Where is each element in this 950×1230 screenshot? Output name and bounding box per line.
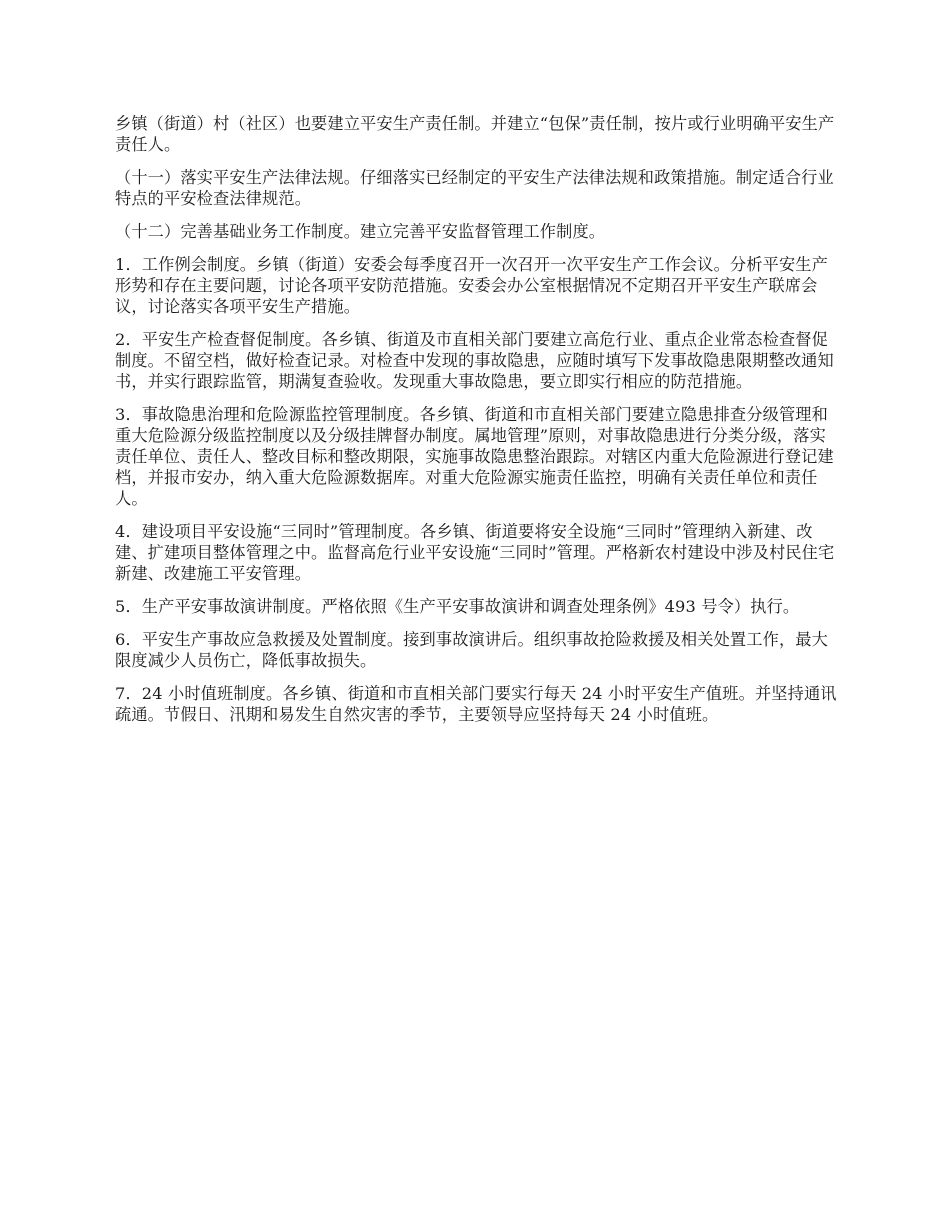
- paragraph: （十一）落实平安生产法律法规。仔细落实已经制定的平安生产法律法规和政策措施。制定适合行业特点的平安检查法律规范。: [115, 168, 834, 208]
- paragraph: 3．事故隐患治理和危险源监控管理制度。各乡镇、街道和市直相关部门要建立隐患排查分级管理和重大危险源分级监控制度以及分级挂牌督办制度。属地管理”原则，对事故隐患进行分类分级，落实责任单位、责任人、整改目标和整改期限，实施事故隐患整治跟踪。对辖区内重大危险源进行登记建档，并报市安办，纳入重大危险源数据库。对重大危险源实施责任监控，明确有关责任单位和责任人。: [115, 405, 834, 508]
- paragraph: 1．工作例会制度。乡镇（街道）安委会每季度召开一次召开一次平安生产工作会议。分析平安生产形势和存在主要问题，讨论各项平安防范措施。安委会办公室根据情况不定期召开平安生产联席会议，讨论落实各项平安生产措施。: [115, 255, 828, 316]
- paragraph: 乡镇（街道）村（社区）也要建立平安生产责任制。并建立“包保”责任制，按片或行业明确平安生产责任人。: [115, 114, 835, 154]
- paragraph: 5．生产平安事故演讲制度。严格依照《生产平安事故演讲和调查处理条例》493 号令）执行。: [115, 597, 800, 616]
- paragraph: 7．24 小时值班制度。各乡镇、街道和市直相关部门要实行每天 24 小时平安生产值班。并坚持通讯疏通。节假日、汛期和易发生自然灾害的季节，主要领导应坚持每天 24 小时值班。: [115, 684, 837, 724]
- paragraph: （十二）完善基础业务工作制度。建立完善平安监督管理工作制度。: [115, 222, 606, 241]
- paragraph: 6．平安生产事故应急救援及处置制度。接到事故演讲后。组织事故抢险救援及相关处置工作，最大限度减少人员伤亡，降低事故损失。: [115, 630, 828, 670]
- paragraph: 2．平安生产检查督促制度。各乡镇、街道及市直相关部门要建立高危行业、重点企业常态检查督促制度。不留空档，做好检查记录。对检查中发现的事故隐患，应随时填写下发事故隐患限期整改通知书，并实行跟踪监管，期满复查验收。发现重大事故隐患，要立即实行相应的防范措施。: [115, 330, 834, 391]
- document-body: [115, 113, 840, 737]
- paragraph: 4．建设项目平安设施“三同时”管理制度。各乡镇、街道要将安全设施“三同时”管理纳入新建、改建、扩建项目整体管理之中。监督高危行业平安设施“三同时”管理。严格新农村建设中涉及村民住宅新建、改建施工平安管理。: [115, 522, 835, 583]
